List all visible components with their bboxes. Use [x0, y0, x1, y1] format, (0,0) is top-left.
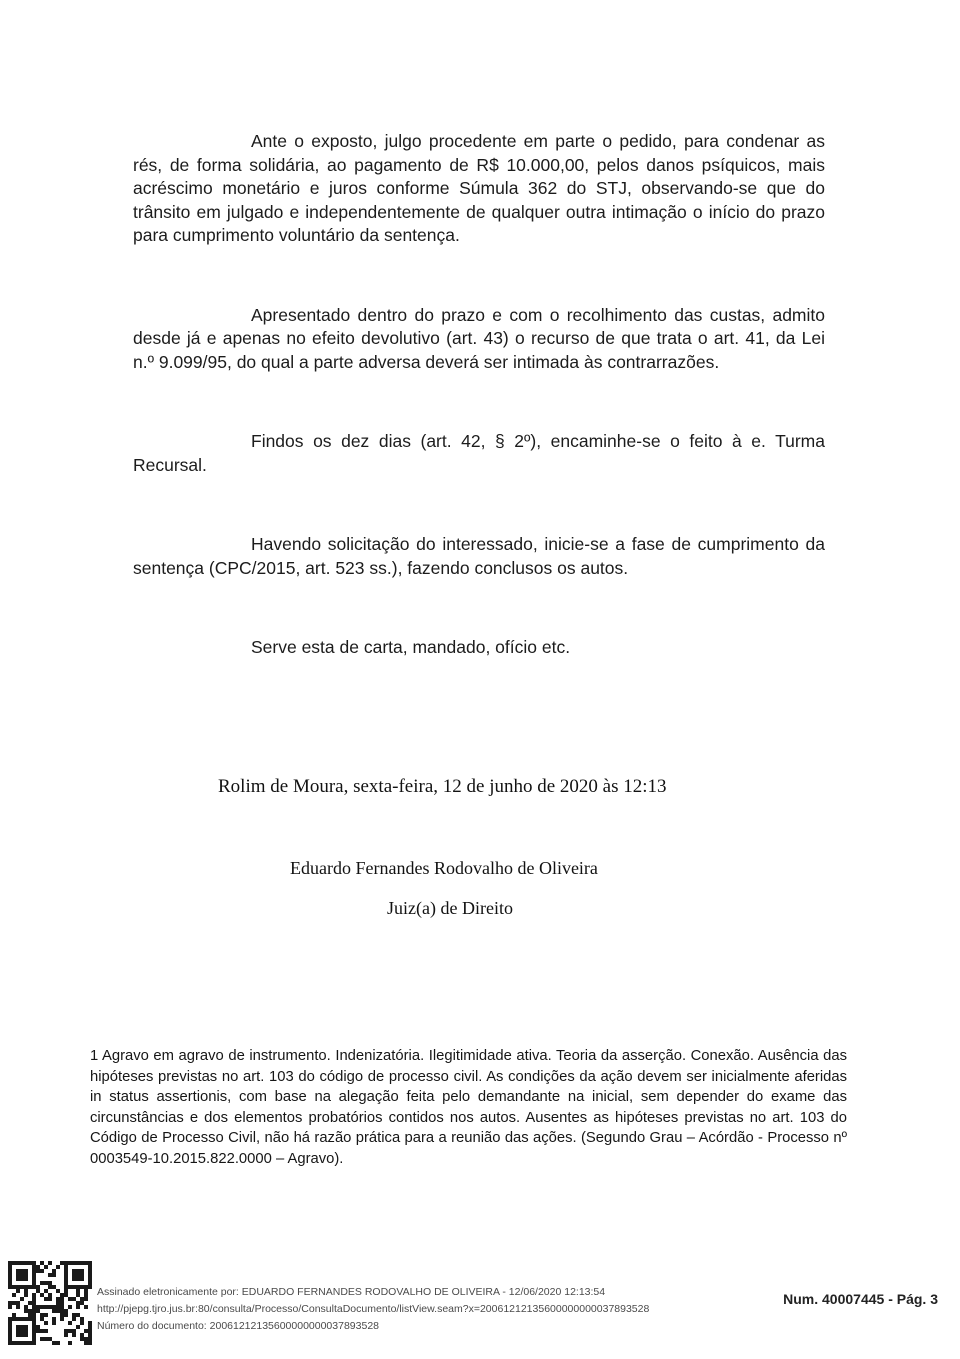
signature-name: Eduardo Fernandes Rodovalho de Oliveira [290, 858, 598, 878]
paragraph-cumprimento: Havendo solicitação do interessado, inicie-se a fase de cumprimento da sentença (CPC/2015, art. 523 ss.), fazendo conclusos os autos. [133, 534, 825, 578]
paragraph-closing: Serve esta de carta, mandado, ofício etc. [251, 637, 571, 657]
footer-signature-block [97, 1284, 649, 1335]
page-number-ref: Num. 40007445 - Pág. 3 [783, 1291, 938, 1307]
paragraph-appeal-admission: Apresentado dentro do prazo e com o recolhimento das custas, admito desde já e apenas no efeito devolutivo (art. 43) o recurso de que trata o art. 41, da Lei n.º 9.099/95, do qual a parte adversa deverá ser intimada às contrarrazões. [133, 304, 825, 372]
footnote [90, 1046, 847, 1170]
footer-doc-number-line: Número do documento: 20061212135600000000037893528 [97, 1320, 379, 1332]
judgment-body [133, 130, 825, 660]
qr-code-icon [8, 1261, 92, 1345]
footnote-text: Agravo em agravo de instrumento. Indenizatória. Ilegitimidade ativa. Teoria da asserção. Conexão. Ausência das hipóteses previstas no art. 103 do código de processo civil. As condições da ação devem ser inicialmente aferidas in status assertionis, com base na alegação feita pelo demandante na inicial, sem depender do exame das circunstâncias e dos elementos probatórios contidos nos autos. Ausentes as hipóteses previstas no art. 103 do Código de Processo Civil, não há razão prática para a reunião das ações. (Segundo Grau – Acórdão - Processo nº 0003549-10.2015.822.0000 – Agravo). [90, 1048, 847, 1167]
footnote-number: 1 [90, 1048, 99, 1064]
date-line: Rolim de Moura, sexta-feira, 12 de junho de 2020 às 12:13 [218, 776, 667, 797]
paragraph-judgment: Ante o exposto, julgo procedente em parte o pedido, para condenar as rés, de forma solidária, ao pagamento de R$ 10.000,00, pelos danos psíquicos, mais acréscimo monetário e juros conforme Súmula 362 do STJ, observando-se que do trânsito em julgado e independentemente de qualquer outra intimação o início do prazo para cumprimento voluntário da sentença. [133, 131, 825, 245]
footer-signed-line: Assinado eletronicamente por: EDUARDO FERNANDES RODOVALHO DE OLIVEIRA - 12/06/2020 12:13:54 [97, 1286, 606, 1298]
paragraph-turma-recursal: Findos os dez dias (art. 42, § 2º), encaminhe-se o feito à e. Turma Recursal. [133, 431, 825, 475]
signature-title: Juiz(a) de Direito [387, 898, 513, 918]
footer-url-line: http://pjepg.tjro.jus.br:80/consulta/Processo/ConsultaDocumento/listView.seam?x=20061212135600000000037893528 [97, 1303, 650, 1315]
